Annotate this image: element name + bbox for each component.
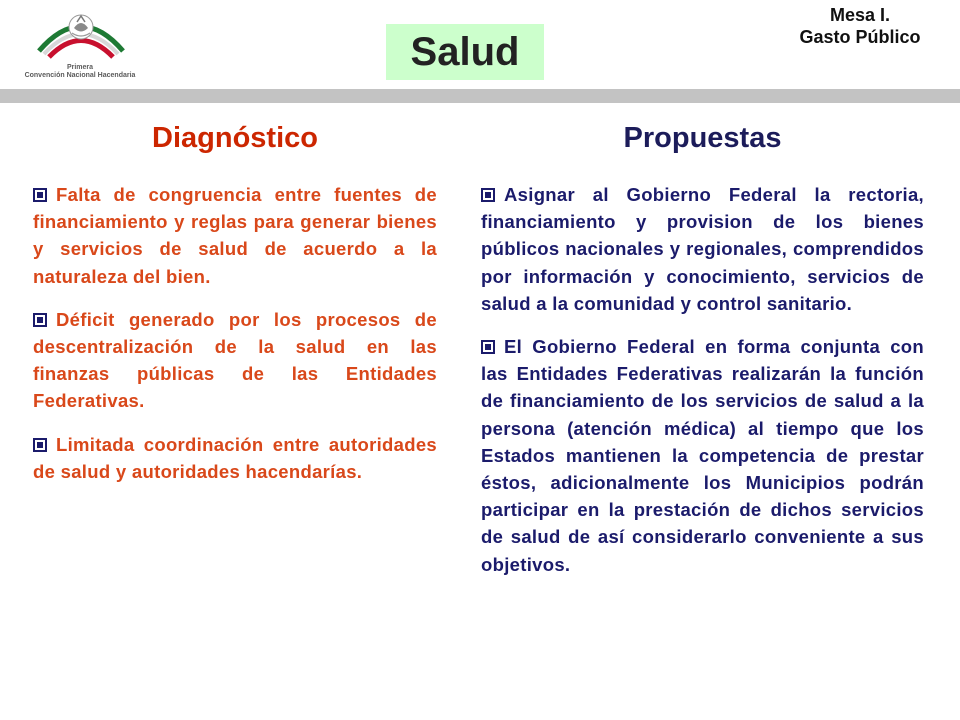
- diagnostico-item-text: Limitada coordinación entre autoridades de salud y autoridades hacendarías.: [33, 433, 437, 482]
- coat-of-arms-icon: [36, 6, 126, 64]
- diagnostico-item: [33, 181, 437, 290]
- header-divider: [0, 89, 960, 103]
- propuestas-item: [481, 181, 924, 317]
- mesa-line-1: Mesa I.: [829, 5, 891, 25]
- page-title: Salud: [410, 30, 520, 74]
- logo-caption: Convención Nacional Hacendaria: [24, 72, 136, 79]
- diagnostico-item: [33, 431, 437, 485]
- propuestas-item: [481, 333, 924, 578]
- convention-logo: [18, 6, 142, 82]
- bullet-icon: [481, 188, 495, 202]
- bullet-icon: [481, 340, 495, 354]
- propuestas-column: [481, 112, 924, 594]
- logo-caption-small: Primera: [66, 64, 94, 71]
- title-box: [386, 24, 544, 80]
- bullet-icon: [33, 313, 47, 327]
- propuestas-heading: Propuestas: [623, 122, 782, 154]
- diagnostico-item: [33, 306, 437, 415]
- mesa-label: [760, 4, 960, 48]
- diagnostico-item-text: Déficit generado por los procesos de descentralización de la salud en las finanzas públicas de las Entidades Federativas.: [33, 308, 437, 412]
- propuestas-item-text: El Gobierno Federal en forma conjunta con las Entidades Federativas realizarán la función de financiamiento de los servicios de salud a la persona (atención médica) al tiempo que los Estados mantienen la competencia de prestar éstos, adicionalmente los Municipios podrán participar en la prestación de dichos servicios de salud de así considerarlo conveniente a sus objetivos.: [481, 336, 924, 575]
- diagnostico-item-text: Falta de congruencia entre fuentes de financiamiento y reglas para generar bienes y servicios de salud de acuerdo a la naturaleza del bien.: [33, 184, 437, 287]
- bullet-icon: [33, 438, 47, 452]
- diagnostico-heading: Diagnóstico: [152, 122, 318, 154]
- diagnostico-column: [33, 112, 437, 501]
- mesa-line-2: Gasto Público: [799, 27, 921, 47]
- propuestas-item-text: Asignar al Gobierno Federal la rectoria, financiamiento y provision de los bienes públicos nacionales y regionales, comprendidos por información y conocimiento, servicios de salud a la comunidad y control sanitario.: [481, 184, 924, 314]
- bullet-icon: [33, 188, 47, 202]
